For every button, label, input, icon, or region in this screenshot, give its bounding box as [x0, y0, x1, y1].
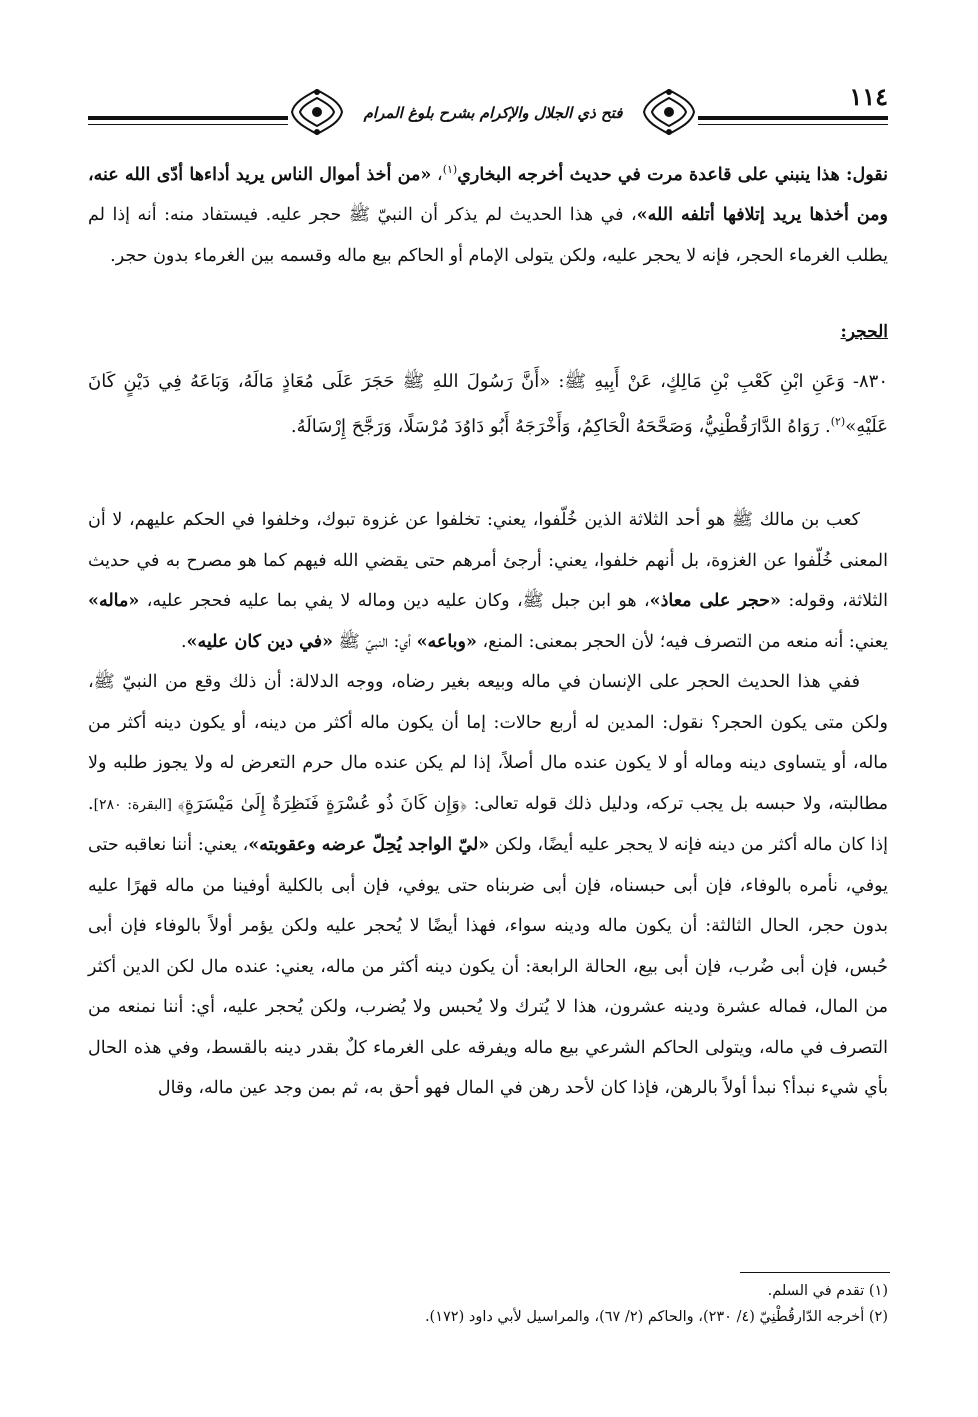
commentary-quote: «وباعه»	[416, 631, 477, 652]
commentary-text: . إذا كان ماله أكثر من دينه فإنه لا يحجر عليه أيضًا، ولكن	[88, 793, 888, 855]
page-header	[88, 82, 888, 142]
quran-verse: ﴿وَإِن كَانَ ذُو عُسْرَةٍ فَنَظِرَةٌ إِلَىٰ مَيْسَرَةٍ﴾	[177, 793, 468, 814]
footnote-ref-2: (٢)	[830, 415, 846, 428]
commentary-paragraph-1	[88, 500, 888, 662]
hadith-body: ٨٣٠- وَعَنِ ابْنِ كَعْبِ بْنِ مَالِكٍ، عَنْ أَبِيهِ ﷺ: «أَنَّ رَسُولَ اللهِ ﷺ حَجَرَ عَلَى مُعَاذٍ مَالَهُ، وَبَاعَهُ فِي دَيْنٍ كَانَ عَلَيْهِ»	[88, 371, 888, 437]
hadith-source: . رَوَاهُ الدَّارَقُطْنِيُّ، وَصَحَّحَهُ الْحَاكِمُ، وَأَخْرَجَهُ أَبُو دَاوُدَ مُرْسَلًا، وَرَجَّحَ إِرْسَالَهُ.	[290, 416, 831, 437]
intro-text-3: ، في هذا الحديث لم يذكر أن النبيّ ﷺ حجر عليه. فيستفاد منه: أنه إذا لم يطلب الغرماء الحجر، فإنه لا يحجر عليه، ولكن يتولى الإمام أو الحاكم بيع ماله وقسمه بين الغرماء بدون حجر.	[88, 205, 888, 266]
commentary	[88, 500, 888, 1109]
commentary-quote: «ماله»	[88, 591, 140, 611]
header-rule-left-thin	[88, 124, 288, 125]
commentary-quote: «في دين كان عليه»	[186, 631, 334, 652]
section-heading: الحجر:	[840, 322, 888, 342]
footnotes	[88, 1278, 888, 1330]
commentary-quote: «حجر على معاذ»	[649, 591, 781, 611]
left-ornament-icon	[288, 86, 346, 138]
commentary-text: يعني: أنه منعه من التصرف فيه؛ لأن الحجر بمعنى: المنع،	[476, 631, 888, 652]
book-title: فتح ذي الجلال والإكرام بشرح بلوغ المرام	[363, 104, 623, 122]
header-rule-left	[88, 116, 288, 120]
intro-paragraph	[88, 150, 888, 276]
header-rule-right-thin	[698, 124, 888, 125]
commentary-quote: «ليّ الواجد يُحِلّ عرضه وعقوبته»	[248, 835, 490, 855]
commentary-text: كعب بن مالك ﷺ هو أحد الثلاثة الذين خُلّفوا، يعني: تخلفوا عن غزوة تبوك، وخلفوا في الحكم عليهم، لا أن المعنى خُلّفوا عن الغزوة، بل أنهم خلفوا، يعني: أرجئ أمرهم حتى يقضي الله فيهم كما هو مصرح به في حديث الثلاثة، وقوله:	[88, 510, 888, 611]
intro-text-1: نقول: هذا ينبني على قاعدة مرت في حديث أخرجه البخاري	[457, 164, 888, 185]
commentary-text: ، هو ابن جبل ﷺ، وكان عليه دين وماله لا يفي بما عليه فحجر عليه،	[139, 591, 650, 611]
commentary-text: أي: النبيّ ﷺ	[333, 631, 417, 652]
quran-reference: [البقرة: ٢٨٠]	[93, 796, 178, 813]
footnote-divider	[740, 1272, 890, 1273]
page-number: ١١٤	[849, 82, 888, 111]
commentary-paragraph-2	[88, 662, 888, 1109]
commentary-text: ففي هذا الحديث الحجر على الإنسان في ماله وبيعه بغير رضاه، ووجه الدلالة: أن ذلك وقع من النبيّ ﷺ، ولكن متى يكون الحجر؟ نقول: المدين له أربع حالات: إما أن يكون ماله أكثر من دينه، أو يكون دينه أكثر من ماله، أو يتساوى دينه وماله أو لا يكون عنده مال أصلاً، إذا لم يكن عنده مال حرم التعرض له ولا يجوز طلبه ولا مطالبته، ولا حبسه بل يجب تركه، ودليل ذلك قوله تعالى:	[88, 672, 888, 814]
commentary-text: .	[180, 631, 187, 652]
right-ornament-icon	[640, 86, 698, 138]
footnote-1: (١) تقدم في السلم.	[767, 1283, 888, 1299]
intro-hadith-quote: «من أخذ أموال الناس يريد أداءها أدّى الله عنه، ومن أخذها يريد إتلافها أتلفه الله»	[88, 164, 888, 226]
header-rule-right	[698, 116, 888, 120]
hadith-text	[88, 362, 888, 447]
intro-text-2: ،	[431, 164, 443, 185]
footnote-ref-1: (١)	[442, 163, 458, 176]
footnote-2: (٢) أخرجه الدّارقُطْنِيّ (٤/ ٢٣٠)، والحاكم (٢/ ٦٧)، والمراسيل لأبي داود (١٧٢).	[424, 1309, 888, 1325]
commentary-text: ، يعني: أننا نعاقبه حتى يوفي، نأمره بالوفاء، فإن أبى حبسناه، فإن أبى ضربناه حتى يوفي، فإن أبى بالكلية أوفينا من ماله قهرًا عليه بدون حجر، الحال الثالثة: أن يكون ماله ودينه سواء، فهذا أيضًا لا يُحجر عليه ولكن يؤمر أولاً بالوفاء فإن أبى حُبس، فإن أبى ضُرب، فإن أبى بيع، الحالة الرابعة: أن يكون دينه أكثر من ماله، يعني: عنده مال لكن الدين أكثر من المال، فماله عشرة ودينه عشرون، هذا لا يُترك ولا يُحبس ولا يُضرب، ولكن يُحجر عليه، أي: أننا نمنعه من التصرف في ماله، ويتولى الحاكم الشرعي بيع ماله ويفرقه على الغرماء كلٌ بقدر دينه بالقسط، وفي هذه الحال بأي شيء نبدأ؟ نبدأ أولاً بالرهن، فإذا كان لأحد رهن في المال فهو أحق به، ثم بمن وجد عين ماله، وقال	[88, 835, 888, 1098]
